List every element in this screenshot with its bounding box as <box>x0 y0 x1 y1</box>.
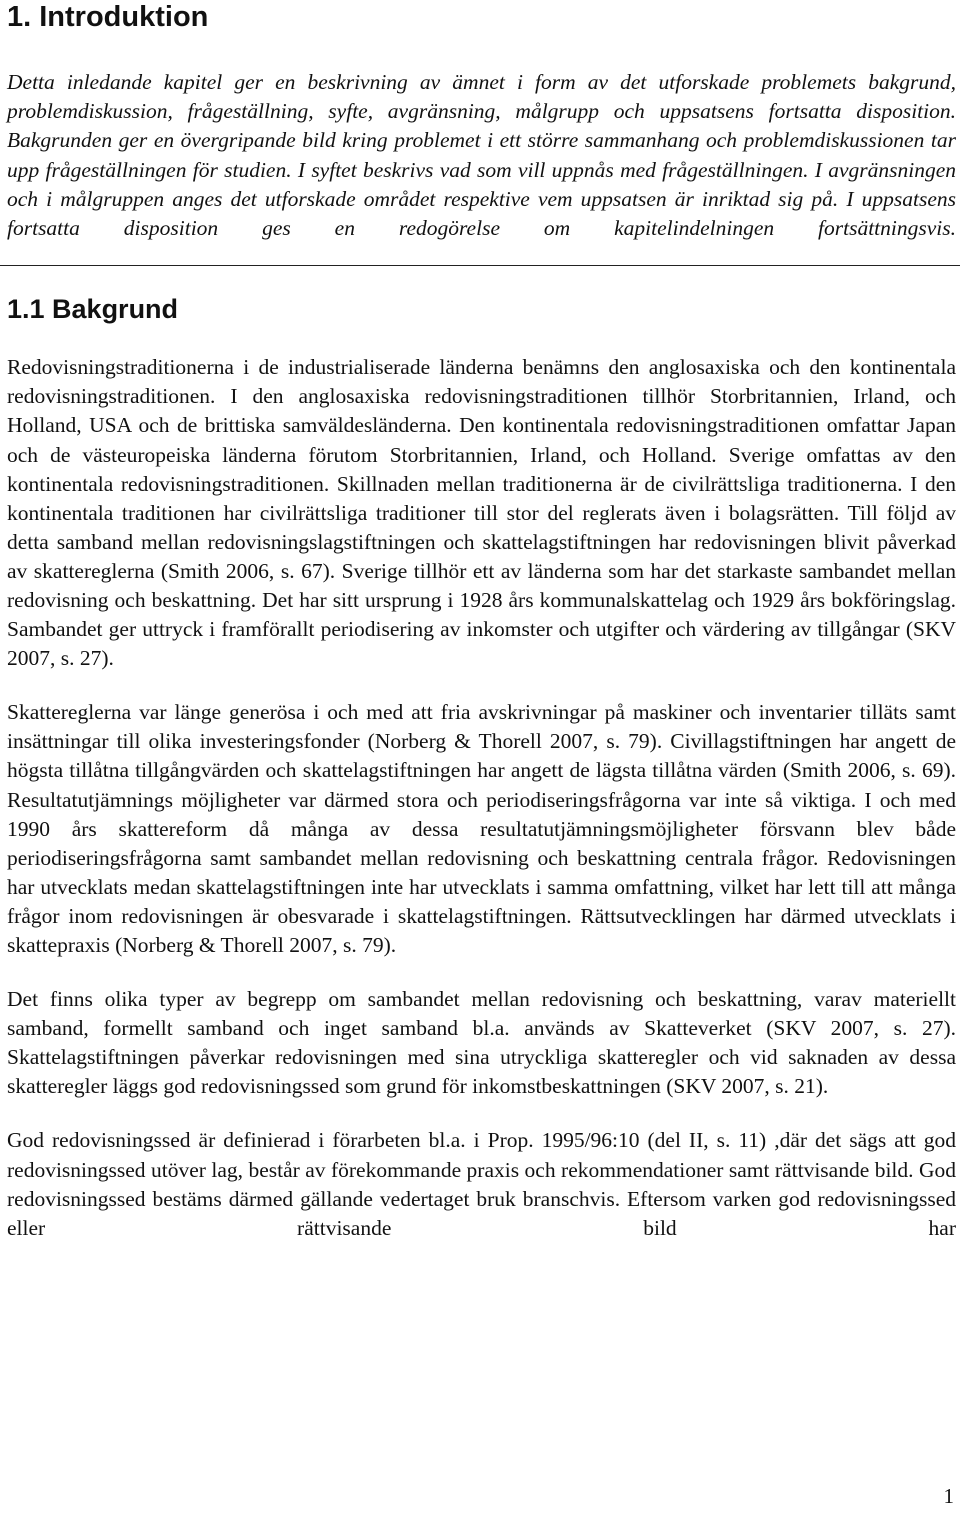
paragraph: Det finns olika typer av begrepp om sambandet mellan redovisning och beskattning, varav materiellt samband, formellt samband och inget samband bl.a. används av Skatteverket (SKV 2007, s. 27). Skattelagstiftningen påverkar redovisningen med sina utryckliga skatteregler och vid saknaden av dessa skatteregler läggs god redovisningssed som grund för inkomstbeskattningen (SKV 2007, s. 21). <box>7 987 956 1099</box>
document-page <box>7 0 956 1243</box>
page-number: 1 <box>943 1484 954 1508</box>
paragraph: Skattereglerna var länge generösa i och med att fria avskrivningar på maskiner och inventarier tilläts samt insättningar till olika investeringsfonder (Norberg & Thorell 2007, s. 79). Civillagstiftningen har angett de högsta tillåtna tillgångvärden och skattelagstiftningen har angett de lägsta tillåtna värden (Smith 2006, s. 69). Resultatutjämnings möjligheter var därmed stora och periodiseringsfrågorna var inte så viktiga. I och med 1990 års skattereform då många av dessa resultatutjämningsmöjligheter försvann blev både periodiseringsfrågorna samt sambandet mellan redovisning och beskattning centrala frågor. Redovisningen har utvecklats medan skattelagstiftningen inte har utvecklats i samma omfattning, vilket har lett till att många frågor inom redovisningen är obesvarade i skattelagstiftningen. Rättsutvecklingen har därmed utvecklats i skattepraxis (Norberg & Thorell 2007, s. 79). <box>7 700 956 957</box>
paragraph: Redovisningstraditionerna i de industrialiserade länderna benämns den anglosaxiska och den kontinentala redovisningstraditionen. I den anglosaxiska redovisningstraditionen tillhör Storbritannien, Irland, och Holland, USA och de brittiska samväldesländerna. Den kontinentala redovisningstraditionen omfattar Japan och de västeuropeiska länderna förutom Storbritannien, Irland, och Holland. Sverige omfattas av den kontinentala redovisningstraditionen. Skillnaden mellan traditionerna är de civilrättsliga traditionerna. I den kontinentala traditionen har civilrättsliga traditioner till stor del reglerats även i bolagsrätten. Till följd av detta samband mellan redovisningslagstiftningen och skattelagstiftningen har redovisningen blivit påverkad av skattereglerna (Smith 2006, s. 67). Sverige tillhör ett av länderna som har det starkaste sambandet mellan redovisning och beskattning. Det har sitt ursprung i 1928 års kommunalskattelag och 1929 års bokföringslag. Sambandet ger uttryck i framförallt periodisering av inkomster och utgifter och värdering av tillgångar (SKV 2007, s. 27). <box>7 355 956 671</box>
chapter-intro: Detta inledande kapitel ger en beskrivning av ämnet i form av det utforskade problemets bakgrund, problemdiskussion, frågeställning, syfte, avgränsning, målgrupp och uppsatsens fortsatta disposition. Bakgrunden ger en övergripande bild kring problemet i ett större sammanhang och problemdiskussionen tar upp frågeställningen för studien. I syftet beskrivs vad som vill uppnås med frågeställningen. I avgränsningen och i målgruppen anges det utforskade området respektive vem uppsatsen är inriktad sig på. I uppsatsens fortsatta disposition ges en redogörelse om kapitelindelningen fortsättningsvis. <box>7 70 956 241</box>
section-title: 1.1 Bakgrund <box>7 294 179 325</box>
chapter-title: 1. Introduktion <box>7 1 209 33</box>
paragraph: God redovisningssed är definierad i förarbeten bl.a. i Prop. 1995/96:10 (del II, s. 11) ,där det sägs att god redovisningssed utöver lag, består av förekommande praxis och rekommendationer samt rättvisande bild. God redovisningssed bestäms därmed gällande vedertaget bruk branschvis. Eftersom varken god redovisningssed eller rättvisande bild har <box>7 1128 956 1240</box>
section-divider <box>0 265 960 266</box>
